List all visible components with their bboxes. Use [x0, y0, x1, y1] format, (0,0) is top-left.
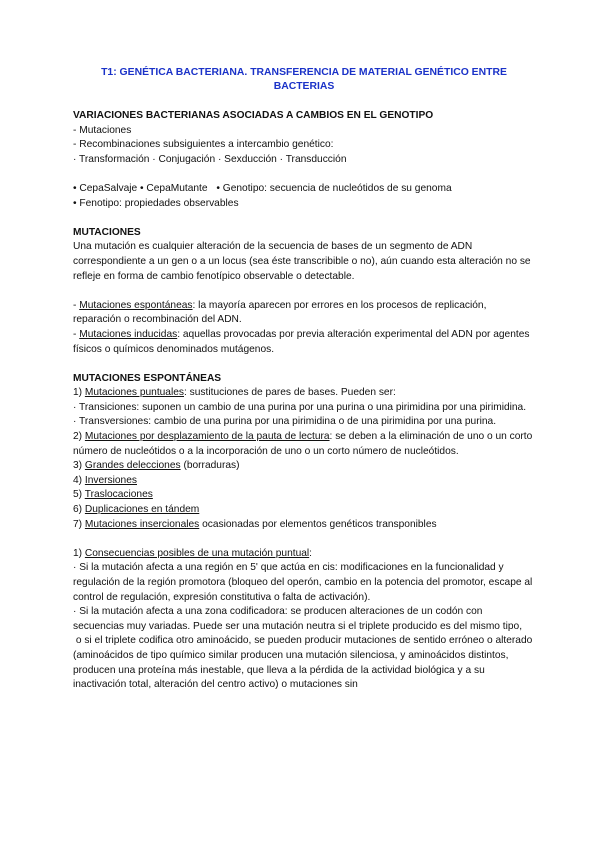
section-heading-mutaciones: MUTACIONES	[73, 226, 141, 238]
list-subitem: · Transiciones: suponen un cambio de una purina por una purina o una pirimidina por una pirimidina.	[73, 401, 527, 413]
section-heading-espontaneas: MUTACIONES ESPONTÁNEAS	[73, 372, 222, 384]
list-subitem: · Transversiones: cambio de una purina por una pirimidina o de una pirimidina por una purina.	[73, 416, 497, 428]
list-item: 1) Mutaciones puntuales: sustituciones de pares de bases. Pueden ser:	[73, 387, 396, 399]
bullet-fenotipo: • Fenotipo: propiedades observables	[73, 197, 239, 209]
bullet-genotipo: • Genotipo: secuencia de nucleótidos de su genoma	[216, 182, 452, 194]
paragraph-definicion: Una mutación es cualquier alteración de la secuencia de bases de un segmento de ADN correspondiente a un gen o a un locus (sea éste transcribible o no), aún cuando esta alteración no se refleje en forma de cambio fenotípico observable o detectable.	[73, 241, 531, 282]
list-item: 3) Grandes delecciones (borraduras)	[73, 460, 240, 472]
text-line: · Transformación · Conjugación · Sexducción · Transducción	[73, 153, 347, 165]
paragraph-zona-codificadora: · Si la mutación afecta a una zona codificadora: se producen alteraciones de un codón con secuencias muy variadas. Puede ser una mutación neutra si el triplete producido es del mismo tipo,	[73, 606, 523, 632]
subsection-heading-consecuencias: 1) Consecuencias posibles de una mutación puntual:	[73, 547, 313, 559]
term-espontaneas: Mutaciones espontáneas	[79, 299, 193, 311]
text-line: - Recombinaciones subsiguientes a intercambio genético:	[73, 139, 334, 151]
document-title: T1: GENÉTICA BACTERIANA. TRANSFERENCIA DE MATERIAL GENÉTICO ENTRE BACTERIAS	[101, 67, 507, 92]
list-item: 2) Mutaciones por desplazamiento de la pauta de lectura: se deben a la eliminación de uno o un corto número de nucleótidos o a la incorporación de uno o un corto número de nucleótidos.	[73, 431, 533, 457]
list-item: 5) Traslocaciones	[73, 489, 153, 501]
section-heading-variaciones: VARIACIONES BACTERIANAS ASOCIADAS A CAMBIOS EN EL GENOTIPO	[73, 110, 434, 121]
list-item: 7) Mutaciones insercionales ocasionadas por elementos genéticos transponibles	[73, 518, 437, 530]
bullet-line	[73, 182, 535, 197]
bullet-cepas: • CepaSalvaje • CepaMutante	[73, 182, 208, 194]
paragraph-region-5: · Si la mutación afecta a una región en 5' que actúa en cis: modificaciones en la funcionalidad y regulación de la región promotora (bloqueo del operón, cambio en la potencia del promotor, escape al control de regulación, expresión constitutiva o falta de activación).	[73, 562, 533, 603]
document-page	[73, 66, 535, 693]
paragraph-triplete: o si el triplete codifica otro aminoácido, se pueden producir mutaciones de sentido erróneo o alterado (aminoácidos de tipo químico similar producen una mutación silenciosa, y aminoácidos distintos, producen una proteína más inestable, que lleva a la pérdida de la actividad biológica y a su inactivación total, alteración del centro activo) o mutaciones sin	[73, 635, 536, 691]
list-item: 4) Inversiones	[73, 474, 137, 486]
list-item: 6) Duplicaciones en tándem	[73, 504, 200, 516]
text-line: - Mutaciones	[73, 124, 132, 136]
term-inducidas: Mutaciones inducidas	[79, 328, 178, 340]
paragraph-inducidas: - Mutaciones inducidas: aquellas provocadas por previa alteración experimental del ADN por agentes físicos o químicos denominados mutágenos.	[73, 328, 530, 355]
paragraph-espontaneas: - Mutaciones espontáneas: la mayoría aparecen por errores en los procesos de replicación, reparación o recombinación del ADN.	[73, 299, 487, 326]
